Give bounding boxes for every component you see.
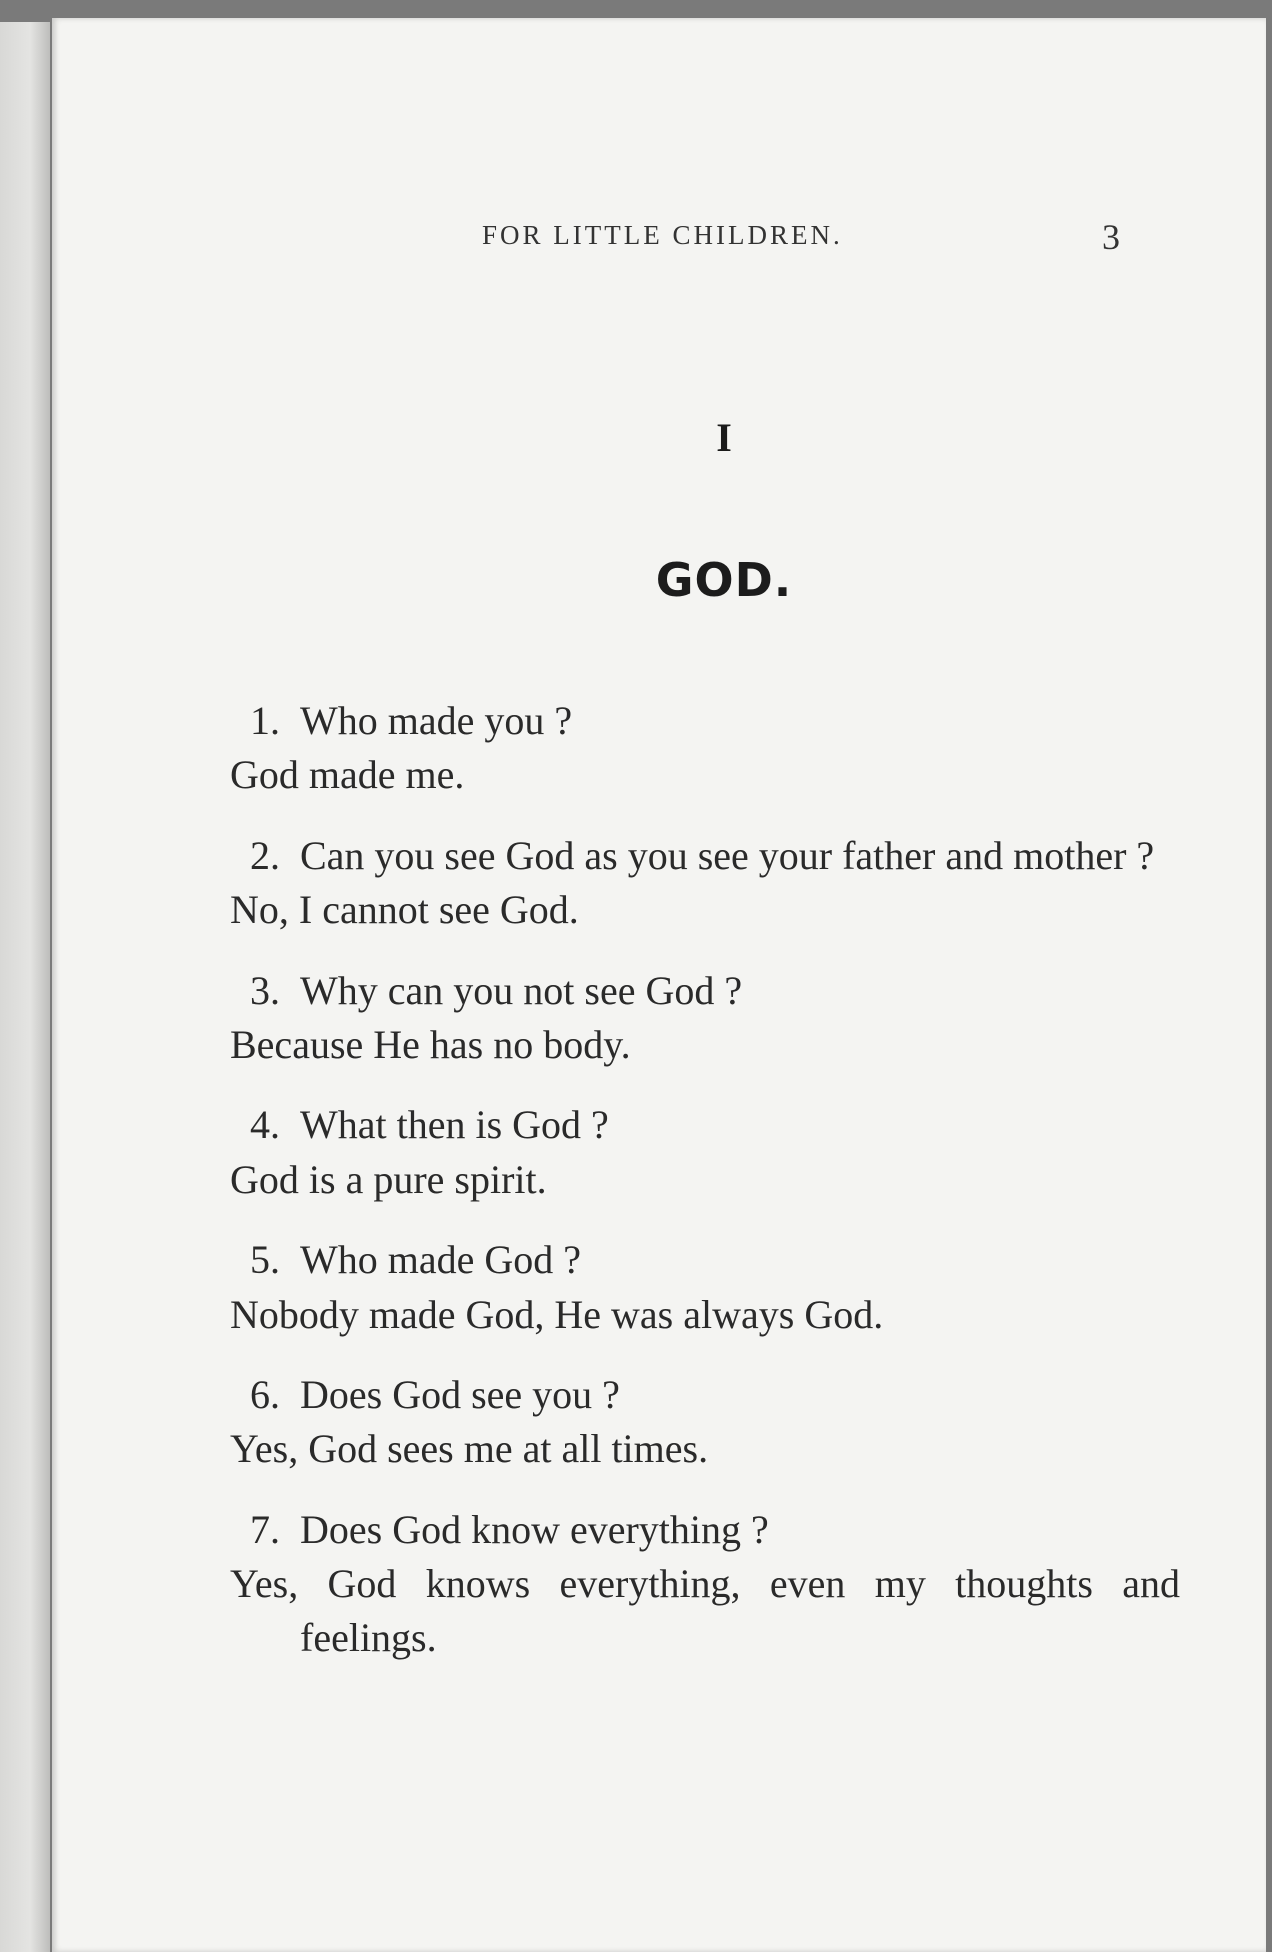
answer: Yes, God knows everything, even my thoughts and feelings. bbox=[230, 1561, 1180, 1661]
qa-item bbox=[230, 1503, 1180, 1666]
question-number: 2. bbox=[250, 832, 280, 878]
question bbox=[230, 829, 1180, 883]
qa-item bbox=[230, 964, 1180, 1073]
answer: Nobody made God, He was always God. bbox=[230, 1291, 884, 1337]
page-number: 3 bbox=[1102, 217, 1120, 257]
qa-item bbox=[230, 829, 1180, 938]
question-number: 4. bbox=[250, 1102, 280, 1148]
answer: Yes, God sees me at all times. bbox=[230, 1426, 709, 1472]
question bbox=[230, 1503, 1180, 1557]
running-title: FOR LITTLE CHILDREN. bbox=[482, 220, 843, 250]
question-text: What then is God ? bbox=[300, 1102, 609, 1148]
question-text: Does God see you ? bbox=[300, 1371, 620, 1417]
question bbox=[230, 1233, 1180, 1287]
answer: Because He has no body. bbox=[230, 1021, 631, 1067]
question bbox=[230, 964, 1180, 1018]
chapter-title: GOD. bbox=[655, 553, 793, 607]
qa-list bbox=[230, 694, 1180, 1692]
question-number: 1. bbox=[250, 698, 280, 743]
qa-item bbox=[230, 694, 1180, 803]
question bbox=[230, 1098, 1180, 1152]
previous-page-edge bbox=[0, 22, 50, 1952]
question bbox=[230, 1368, 1180, 1422]
question-text: Why can you not see God ? bbox=[300, 967, 743, 1013]
chapter-number: I bbox=[716, 415, 732, 460]
book-page bbox=[52, 18, 1266, 1952]
question-number: 7. bbox=[250, 1506, 280, 1552]
answer: No, I cannot see God. bbox=[230, 887, 579, 933]
question-number: 3. bbox=[250, 967, 280, 1013]
question-number: 5. bbox=[250, 1237, 280, 1283]
qa-item bbox=[230, 1233, 1180, 1342]
question-text: Can you see God as you see your father and mother ? bbox=[300, 832, 1155, 878]
question-text: Who made you ? bbox=[300, 698, 573, 743]
question-number: 6. bbox=[250, 1371, 280, 1417]
question bbox=[230, 694, 1180, 748]
answer: God is a pure spirit. bbox=[230, 1156, 547, 1202]
qa-item bbox=[230, 1368, 1180, 1477]
running-head bbox=[52, 217, 1266, 260]
qa-item bbox=[230, 1098, 1180, 1207]
question-text: Who made God ? bbox=[300, 1237, 582, 1283]
question-text: Does God know everything ? bbox=[300, 1506, 769, 1552]
answer: God made me. bbox=[230, 752, 465, 798]
